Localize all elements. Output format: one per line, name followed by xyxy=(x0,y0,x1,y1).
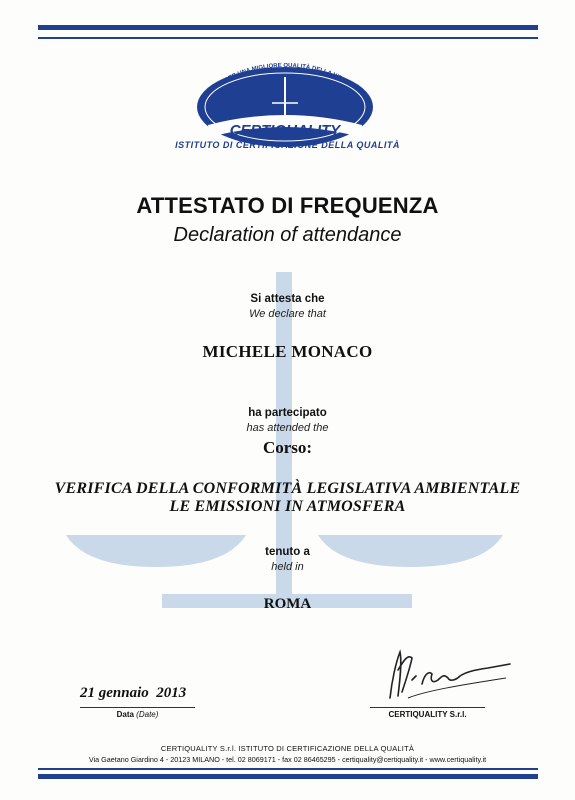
date-caption-it: Data xyxy=(116,710,134,719)
issue-date: 21 gennaio 2013 xyxy=(80,685,187,701)
attended-label-it: ha partecipato xyxy=(248,407,327,419)
date-caption-en: (Date) xyxy=(136,710,159,719)
top-rule-thick xyxy=(38,25,538,30)
participant-name: MICHELE MONACO xyxy=(202,342,373,361)
logo-arc-text: PER UNA MIGLIORE QUALITÀ DELLA VITA xyxy=(223,62,347,84)
handwritten-signature xyxy=(378,640,518,710)
course-label: Corso: xyxy=(262,438,313,457)
signature-caption: CERTIQUALITY S.r.l. xyxy=(388,710,467,719)
logo-tagline: ISTITUTO DI CERTIFICAZIONE DELLA QUALITÀ xyxy=(175,140,400,150)
signature-underline xyxy=(370,707,485,708)
footer-company: CERTIQUALITY S.r.l. ISTITUTO DI CERTIFICAZIONE DELLA QUALITÀ xyxy=(160,744,415,753)
bottom-rule-thick xyxy=(38,774,538,779)
declare-label-en: We declare that xyxy=(249,308,326,320)
certificate-subtitle: Declaration of attendance xyxy=(173,224,402,246)
attended-label-en: has attended the xyxy=(246,422,329,434)
course-title-line1: VERIFICA DELLA CONFORMITÀ LEGISLATIVA AMBIENTALE xyxy=(54,480,521,497)
course-city: ROMA xyxy=(263,596,312,612)
held-label-en: held in xyxy=(271,561,304,573)
logo-brand-text: CERTIQUALITY xyxy=(229,122,341,139)
certificate-title: ATTESTATO DI FREQUENZA xyxy=(136,193,439,218)
bottom-rule-thin xyxy=(38,768,538,770)
held-label-it: tenuto a xyxy=(265,546,310,558)
declare-label-it: Si attesta che xyxy=(250,293,325,305)
date-underline xyxy=(80,707,195,708)
date-caption xyxy=(80,710,195,719)
footer-address: Via Gaetano Giardino 4 - 20123 MILANO - tel. 02 8069171 - fax 02 86465295 - certiquality@certiquality.it - www.certiquality.it xyxy=(88,755,487,764)
course-title-line2: LE EMISSIONI IN ATMOSFERA xyxy=(169,498,406,515)
top-rule-thin xyxy=(38,37,538,39)
